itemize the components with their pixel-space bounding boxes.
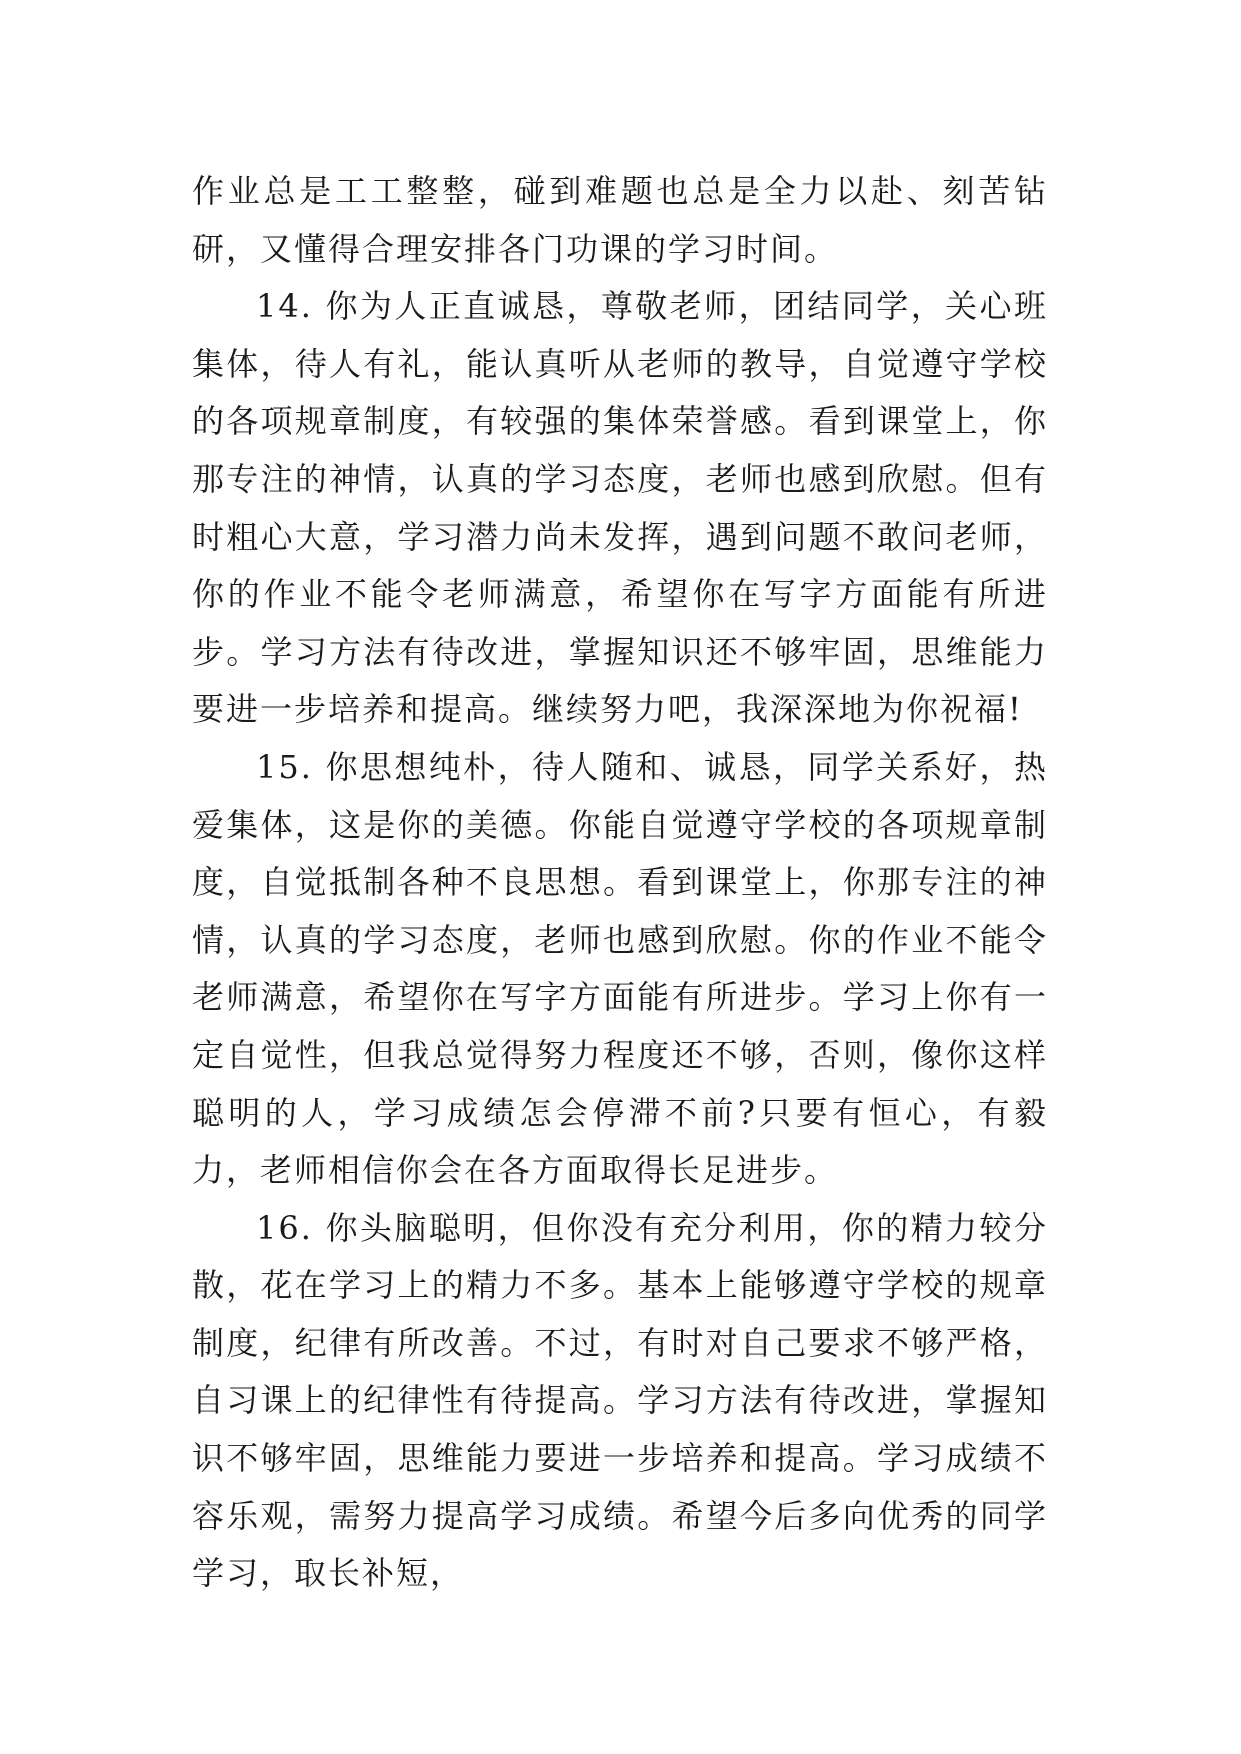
paragraph-continuation: 作业总是工工整整，碰到难题也总是全力以赴、刻苦钻研，又懂得合理安排各门功课的学习时间。: [192, 172, 1048, 268]
paragraph-item-14: 14. 你为人正直诚恳，尊敬老师，团结同学，关心班集体，待人有礼，能认真听从老师的教导，自觉遵守学校的各项规章制度，有较强的集体荣誉感。看到课堂上，你那专注的神情，认真的学习态度，老师也感到欣慰。但有时粗心大意，学习潜力尚未发挥，遇到问题不敢问老师，你的作业不能令老师满意，希望你在写字方面能有所进步。学习方法有待改进，掌握知识还不够牢固，思维能力要进一步培养和提高。继续努力吧，我深深地为你祝福!: [192, 287, 1048, 729]
document-body: [192, 163, 1048, 1603]
paragraph-item-15: 15. 你思想纯朴，待人随和、诚恳，同学关系好，热爱集体，这是你的美德。你能自觉遵守学校的各项规章制度，自觉抵制各种不良思想。看到课堂上，你那专注的神情，认真的学习态度，老师也感到欣慰。你的作业不能令老师满意，希望你在写字方面能有所进步。学习上你有一定自觉性，但我总觉得努力程度还不够，否则，像你这样聪明的人，学习成绩怎会停滞不前?只要有恒心，有毅力，老师相信你会在各方面取得长足进步。: [192, 747, 1048, 1190]
paragraph-item-16: 16. 你头脑聪明，但你没有充分利用，你的精力较分散，花在学习上的精力不多。基本上能够遵守学校的规章制度，纪律有所改善。不过，有时对自己要求不够严格，自习课上的纪律性有待提高。学习方法有待改进，掌握知识不够牢固，思维能力要进一步培养和提高。学习成绩不容乐观，需努力提高学习成绩。希望今后多向优秀的同学学习，取长补短，: [192, 1208, 1048, 1593]
